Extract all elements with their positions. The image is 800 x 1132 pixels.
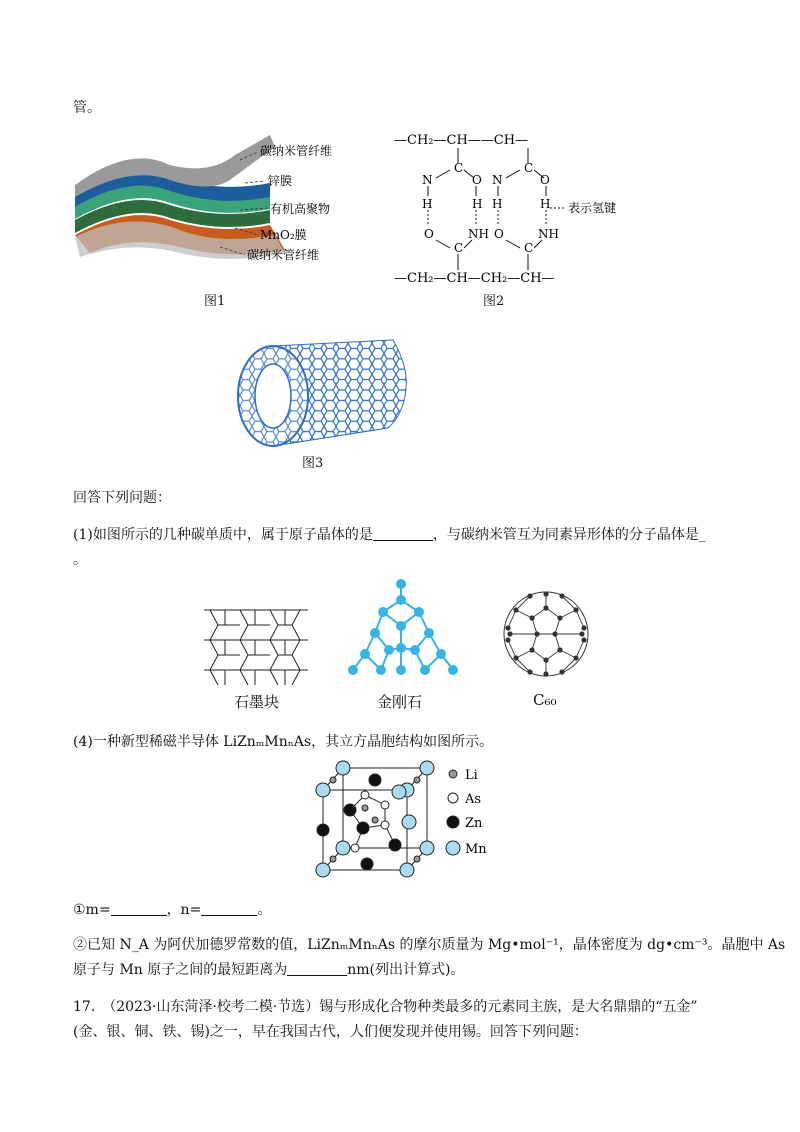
fig1-label-mno2: MnO₂膜 [260, 228, 307, 242]
svg-text:C: C [524, 241, 534, 255]
q1-tail: _ [698, 527, 706, 543]
q1-blank-1 [373, 526, 433, 541]
fig1-caption: 图1 [204, 294, 226, 309]
svg-text:H: H [422, 197, 433, 211]
q4-sub-2-line1: ②已知 N_A 为阿伏加德罗常数的值，LiZnₘMnₙAs 的摩尔质量为 Mg•mol⁻¹，晶体密度为 dg•cm⁻³。晶胞中 As [73, 937, 786, 953]
fig1-label-polymer: 有机高聚物 [270, 202, 331, 216]
q4-sub1-c: 。 [257, 902, 272, 918]
svg-text:C: C [454, 241, 464, 255]
graphite-structure [200, 600, 312, 690]
fig2-caption: 图2 [483, 294, 505, 309]
legend-as: As [465, 792, 482, 807]
question-17-line2: (金、银、铜、铁、锡)之一，早在我国古代，人们便发现并使用锡。回答下列问题： [73, 1024, 588, 1040]
q4-sub1-b: ，n= [166, 902, 202, 918]
q4-sub-2-line2 [73, 959, 464, 979]
q1-text-b: ，与碳纳米管互为同素异形体的分子晶体是 [432, 527, 699, 543]
figure-1-layered-fiber [70, 135, 370, 265]
intro-text: 回答下列问题： [73, 490, 171, 506]
crystal-cell-diagram [305, 760, 505, 878]
q4-sub1-a: ①m= [73, 902, 111, 918]
diamond-structure [345, 578, 460, 686]
fig2-top-chain: —CH₂—CH——CH— [394, 133, 529, 148]
fig1-label-zinc: 锌膜 [268, 174, 293, 188]
blank-m [111, 901, 167, 916]
q1-text-a: (1)如图所示的几种碳单质中，属于原子晶体的是 [73, 527, 373, 543]
legend-li: Li [465, 768, 478, 783]
svg-text:C: C [524, 161, 534, 175]
c60-structure [500, 588, 592, 680]
label-diamond: 金刚石 [377, 693, 423, 711]
svg-text:NH: NH [538, 227, 559, 241]
q4-sub2-b: nm(列出计算式)。 [347, 962, 465, 978]
fig2-hbond-label: 表示氢键 [568, 201, 617, 215]
svg-text:N: N [422, 173, 433, 187]
q4-sub-1 [73, 899, 271, 919]
svg-text:NH: NH [468, 227, 489, 241]
fig3-caption: 图3 [302, 456, 324, 471]
legend-mn: Mn [465, 842, 487, 857]
svg-text:H: H [472, 197, 483, 211]
question-17-line1: 17. （2023·山东菏泽·校考二模·节选）锡与形成化合物种类最多的元素同主族，是大名鼎鼎的“五金” [73, 999, 698, 1015]
blank-n [201, 901, 257, 916]
fig2-bottom-chain: —CH₂—CH—CH₂—CH— [394, 271, 555, 286]
svg-text:N: N [492, 173, 503, 187]
question-4: (4)一种新型稀磁半导体 LiZnₘMnₙAs，其立方晶胞结构如图所示。 [73, 734, 494, 750]
svg-text:O: O [540, 173, 550, 187]
svg-text:O: O [494, 227, 504, 241]
label-graphite: 石墨块 [234, 693, 280, 711]
q4-sub2-a: 原子与 Mn 原子之间的最短距离为 [73, 962, 288, 978]
svg-text:C: C [454, 161, 464, 175]
fig1-label-cnt-top: 碳纳米管纤维 [260, 144, 333, 158]
svg-text:H: H [540, 197, 551, 211]
label-c60: C₆₀ [533, 691, 557, 709]
svg-text:H: H [492, 197, 503, 211]
svg-text:O: O [424, 227, 434, 241]
figure-2-hydrogen-bonds [388, 128, 648, 290]
fig1-label-cnt-bottom: 碳纳米管纤维 [247, 248, 320, 262]
question-1 [73, 524, 706, 544]
legend-zn: Zn [465, 816, 483, 831]
text-fragment: 管。 [73, 100, 101, 116]
question-1-line2: 。 [73, 552, 87, 568]
blank-distance [287, 961, 347, 976]
figure-3-nanotube [228, 338, 413, 450]
svg-text:O: O [472, 173, 482, 187]
